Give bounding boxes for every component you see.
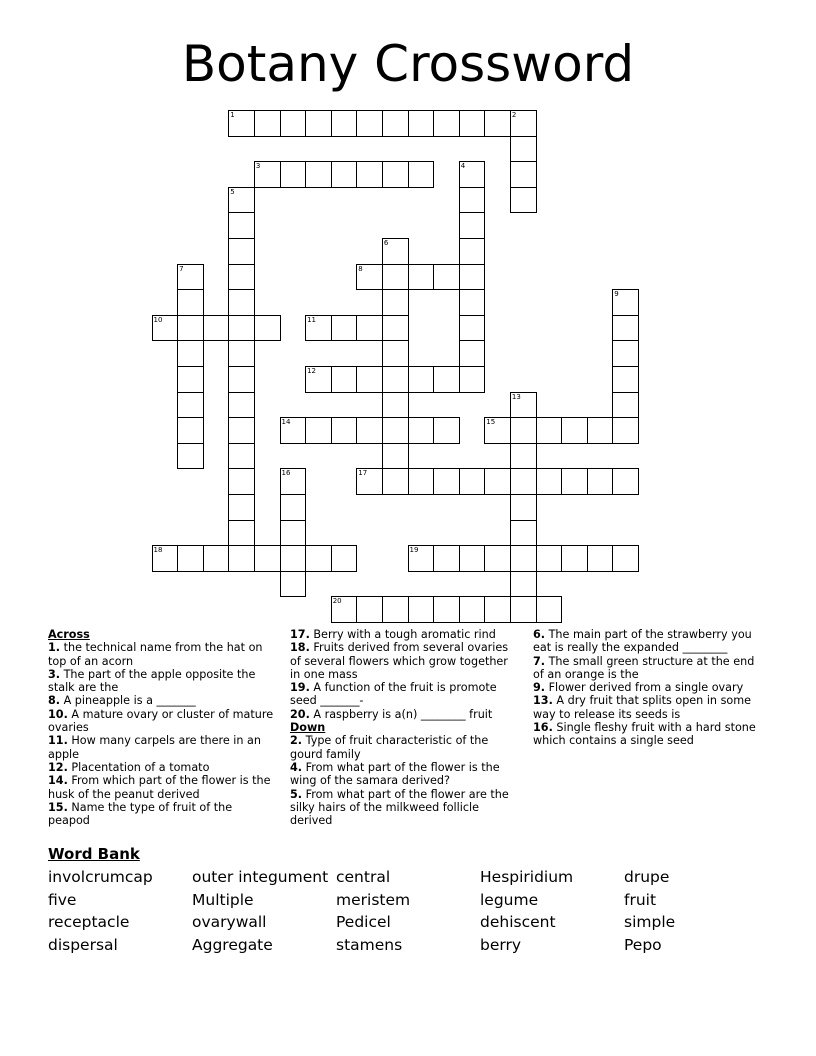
grid-cell[interactable] — [459, 161, 486, 188]
grid-cell[interactable] — [484, 596, 511, 623]
grid-cell[interactable] — [433, 468, 460, 495]
word-bank-item: Aggregate — [192, 935, 273, 954]
clue-number: 15 — [486, 418, 496, 427]
grid-cell[interactable] — [203, 545, 230, 572]
grid-cell[interactable] — [536, 417, 563, 444]
grid-cell[interactable] — [459, 264, 486, 291]
grid-cell[interactable] — [459, 289, 486, 316]
clue-number: 20 — [332, 597, 342, 606]
grid-cell[interactable] — [510, 494, 537, 521]
clue-down-7: 7. The small green structure at the end of an orange is the — [533, 654, 755, 681]
clue-number: 14 — [281, 418, 291, 427]
clue-down-2: 2. Type of fruit characteristic of the gourd family — [290, 734, 489, 761]
grid-cell[interactable] — [305, 366, 332, 393]
grid-cell[interactable] — [612, 315, 639, 342]
clue-across-8: 8. A pineapple is a _______ — [48, 694, 196, 708]
grid-cell[interactable] — [228, 340, 255, 367]
grid-cell[interactable] — [280, 571, 307, 598]
grid-cell[interactable] — [408, 366, 435, 393]
clue-number: 13 — [511, 392, 521, 401]
word-bank-item: Pedicel — [336, 913, 391, 931]
word-bank-item: berry — [480, 935, 522, 954]
grid-cell[interactable] — [510, 443, 537, 470]
grid-cell[interactable] — [280, 417, 307, 444]
grid-cell[interactable] — [331, 161, 358, 188]
clue-down-5: 5. From what part of the flower are the silky hairs of the milkweed follicle derived — [290, 787, 509, 828]
clue-down-9: 9. Flower derived from a single ovary — [533, 681, 744, 695]
grid-cell[interactable] — [177, 315, 204, 342]
grid-cell[interactable] — [382, 392, 409, 419]
grid-cell[interactable] — [305, 545, 332, 572]
grid-cell[interactable] — [356, 110, 383, 137]
grid-cell[interactable] — [587, 545, 614, 572]
grid-cell[interactable] — [536, 468, 563, 495]
grid-cell[interactable] — [331, 545, 358, 572]
grid-cell[interactable] — [459, 238, 486, 265]
word-bank-item: dehiscent — [480, 913, 556, 931]
grid-cell[interactable] — [382, 417, 409, 444]
clue-number: 10 — [153, 315, 163, 324]
grid-cell[interactable] — [561, 417, 588, 444]
clue-across-1: 1. the technical name from the hat on top of an acorn — [48, 641, 263, 668]
word-bank-item: outer integument — [192, 868, 329, 886]
grid-cell[interactable] — [177, 289, 204, 316]
grid-cell[interactable] — [254, 161, 281, 188]
clue-number: 6 — [383, 239, 389, 247]
grid-cell[interactable] — [612, 417, 639, 444]
grid-cell[interactable] — [484, 110, 511, 137]
word-bank-item: Multiple — [192, 890, 254, 909]
grid-cell[interactable] — [510, 136, 537, 163]
grid-cell[interactable] — [382, 315, 409, 342]
grid-cell[interactable] — [305, 315, 332, 342]
clue-number: 3 — [255, 162, 261, 171]
grid-cell[interactable] — [510, 520, 537, 547]
grid-cell[interactable] — [356, 264, 383, 291]
grid-cell[interactable] — [331, 366, 358, 393]
grid-cell[interactable] — [177, 443, 204, 470]
grid-cell[interactable] — [356, 468, 383, 495]
grid-cell[interactable] — [382, 110, 409, 137]
word-bank-item: drupe — [624, 868, 670, 886]
grid-cell[interactable] — [459, 212, 486, 239]
clue-number: 9 — [614, 290, 619, 299]
word-bank-item: simple — [624, 913, 676, 931]
word-bank — [48, 866, 768, 958]
grid-cell[interactable] — [177, 340, 204, 367]
clue-across-3: 3. The part of the apple opposite the stalk are the — [48, 667, 256, 695]
grid-cell[interactable] — [459, 187, 486, 214]
clue-across-20: 20. A raspberry is a(n) ________ fruit — [290, 707, 493, 721]
grid-cell[interactable] — [484, 417, 511, 444]
grid-cell[interactable] — [612, 289, 639, 316]
grid-cell[interactable] — [382, 443, 409, 470]
grid-cell[interactable] — [510, 571, 537, 598]
down-heading: Down — [290, 721, 326, 735]
clue-across-12: 12. Placentation of a tomato — [48, 760, 210, 774]
clue-number: 19 — [409, 546, 419, 555]
clue-number: 12 — [307, 367, 317, 375]
grid-cell[interactable] — [228, 264, 255, 291]
grid-cell[interactable] — [510, 161, 537, 188]
grid-cell[interactable] — [510, 392, 537, 419]
grid-cell[interactable] — [408, 110, 435, 137]
word-bank-item: Pepo — [624, 935, 662, 954]
grid-cell[interactable] — [356, 161, 383, 188]
grid-cell[interactable] — [228, 238, 255, 265]
word-bank-item: central — [336, 868, 391, 886]
grid-cell[interactable] — [331, 596, 358, 623]
grid-cell[interactable] — [484, 545, 511, 572]
grid-cell[interactable] — [612, 545, 639, 572]
grid-cell[interactable] — [177, 417, 204, 444]
grid-cell[interactable] — [433, 264, 460, 291]
grid-cell[interactable] — [152, 545, 179, 572]
grid-cell[interactable] — [228, 417, 255, 444]
clue-number: 16 — [281, 469, 291, 478]
grid-cell[interactable] — [433, 366, 460, 393]
grid-cell[interactable] — [459, 596, 486, 623]
grid-cell[interactable] — [356, 315, 383, 342]
clue-number: 8 — [358, 264, 363, 273]
grid-cell[interactable] — [382, 238, 409, 265]
clue-number: 5 — [230, 187, 235, 196]
grid-cell[interactable] — [228, 187, 255, 214]
grid-cell[interactable] — [510, 545, 537, 572]
grid-cell[interactable] — [228, 468, 255, 495]
grid-cell[interactable] — [152, 315, 179, 342]
word-bank-item: receptacle — [48, 913, 130, 931]
grid-cell[interactable] — [612, 340, 639, 367]
grid-cell[interactable] — [612, 392, 639, 419]
grid-cell[interactable] — [408, 468, 435, 495]
grid-cell[interactable] — [280, 468, 307, 495]
grid-cell[interactable] — [331, 417, 358, 444]
clue-down-6: 6. The main part of the strawberry you eat is really the expanded ________ — [533, 628, 752, 655]
clue-number: 4 — [460, 162, 466, 171]
clue-across-19: 19. A function of the fruit is promote seed _______- — [290, 681, 497, 708]
grid-cell[interactable] — [587, 468, 614, 495]
clue-number: 1 — [230, 111, 235, 119]
clues-column-2 — [290, 628, 518, 827]
clue-number: 17 — [358, 469, 368, 478]
clue-across-15: 15. Name the type of fruit of the peapod — [48, 800, 233, 828]
grid-cell[interactable] — [203, 315, 230, 342]
grid-cell[interactable] — [228, 366, 255, 393]
grid-cell[interactable] — [280, 494, 307, 521]
word-bank-item: dispersal — [48, 935, 118, 954]
clue-number: 7 — [179, 264, 184, 273]
grid-cell[interactable] — [459, 110, 486, 137]
grid-cell[interactable] — [280, 520, 307, 547]
grid-cell[interactable] — [254, 110, 281, 137]
grid-cell[interactable] — [510, 110, 537, 137]
clue-number: 11 — [307, 315, 317, 324]
grid-cell[interactable] — [459, 545, 486, 572]
grid-cell[interactable] — [228, 289, 255, 316]
grid-cell[interactable] — [305, 417, 332, 444]
clue-across-11: 11. How many carpels are there in an apple — [48, 734, 261, 761]
grid-cell[interactable] — [356, 417, 383, 444]
grid-cell[interactable] — [561, 545, 588, 572]
grid-cell[interactable] — [228, 212, 255, 239]
grid-cell[interactable] — [408, 596, 435, 623]
grid-cell[interactable] — [228, 545, 255, 572]
grid-cell[interactable] — [177, 392, 204, 419]
grid-cell[interactable] — [356, 366, 383, 393]
grid-cell[interactable] — [177, 545, 204, 572]
grid-cell[interactable] — [408, 161, 435, 188]
grid-cell[interactable] — [305, 110, 332, 137]
clue-down-16: 16. Single fleshy fruit with a hard stone which contains a single seed — [533, 721, 756, 748]
grid-cell[interactable] — [382, 264, 409, 291]
grid-cell[interactable] — [331, 110, 358, 137]
grid-cell[interactable] — [612, 468, 639, 495]
grid-cell[interactable] — [280, 545, 307, 572]
grid-cell[interactable] — [228, 392, 255, 419]
grid-cell[interactable] — [536, 545, 563, 572]
grid-cell[interactable] — [433, 110, 460, 137]
clues-column-1 — [48, 628, 276, 827]
grid-cell[interactable] — [408, 545, 435, 572]
word-bank-item: ovarywall — [192, 913, 267, 931]
grid-cell[interactable] — [510, 187, 537, 214]
grid-cell[interactable] — [254, 545, 281, 572]
grid-cell[interactable] — [382, 161, 409, 188]
grid-cell[interactable] — [408, 417, 435, 444]
grid-cell[interactable] — [459, 315, 486, 342]
clue-number: 2 — [511, 111, 517, 119]
grid-cell[interactable] — [228, 520, 255, 547]
grid-cell[interactable] — [433, 417, 460, 444]
clue-across-18: 18. Fruits derived from several ovaries of several flowers which grow together in one mass — [290, 641, 509, 681]
clue-down-4: 4. From what part of the flower is the wing of the samara derived? — [290, 760, 500, 788]
word-bank-item: involcrumcap — [48, 868, 153, 886]
word-bank-item: five — [48, 890, 77, 909]
clue-across-17: 17. Berry with a tough aromatic rind — [290, 628, 496, 641]
grid-cell[interactable] — [459, 340, 486, 367]
grid-cell[interactable] — [305, 161, 332, 188]
grid-cell[interactable] — [356, 596, 383, 623]
grid-cell[interactable] — [331, 315, 358, 342]
grid-cell[interactable] — [459, 468, 486, 495]
grid-cell[interactable] — [510, 468, 537, 495]
word-bank-item: meristem — [336, 890, 411, 909]
grid-cell[interactable] — [382, 366, 409, 393]
grid-cell[interactable] — [228, 494, 255, 521]
grid-cell[interactable] — [228, 315, 255, 342]
clue-number: 18 — [153, 546, 163, 555]
grid-cell[interactable] — [280, 110, 307, 137]
word-bank-item: Hespiridium — [480, 868, 574, 886]
grid-cell[interactable] — [484, 468, 511, 495]
grid-cell[interactable] — [177, 366, 204, 393]
grid-cell[interactable] — [254, 315, 281, 342]
grid-cell[interactable] — [612, 366, 639, 393]
grid-cell[interactable] — [433, 596, 460, 623]
grid-cell[interactable] — [382, 596, 409, 623]
page-title: Botany Crossword — [181, 35, 635, 93]
grid-cell[interactable] — [177, 264, 204, 291]
grid-cell[interactable] — [561, 468, 588, 495]
grid-cell[interactable] — [510, 417, 537, 444]
grid-cell[interactable] — [228, 443, 255, 470]
clue-across-10: 10. A mature ovary or cluster of mature ovaries — [48, 707, 274, 735]
grid-cell[interactable] — [536, 596, 563, 623]
grid-cell[interactable] — [587, 417, 614, 444]
word-bank-item: fruit — [624, 890, 657, 909]
grid-cell[interactable] — [433, 545, 460, 572]
grid-cell[interactable] — [408, 264, 435, 291]
grid-cell[interactable] — [510, 596, 537, 623]
clues-column-3 — [533, 628, 768, 748]
grid-cell[interactable] — [280, 161, 307, 188]
grid-cell[interactable] — [382, 468, 409, 495]
clue-down-13: 13. A dry fruit that splits open in some way to release its seeds is — [533, 694, 752, 721]
grid-cell[interactable] — [459, 366, 486, 393]
across-heading: Across — [48, 628, 90, 641]
grid-cell[interactable] — [382, 289, 409, 316]
clue-across-14: 14. From which part of the flower is the husk of the peanut derived — [48, 774, 271, 801]
word-bank-item: legume — [480, 890, 539, 909]
grid-cell[interactable] — [382, 340, 409, 367]
word-bank-title: Word Bank — [48, 845, 140, 863]
grid-cell[interactable] — [228, 110, 255, 137]
word-bank-item: stamens — [336, 935, 403, 954]
